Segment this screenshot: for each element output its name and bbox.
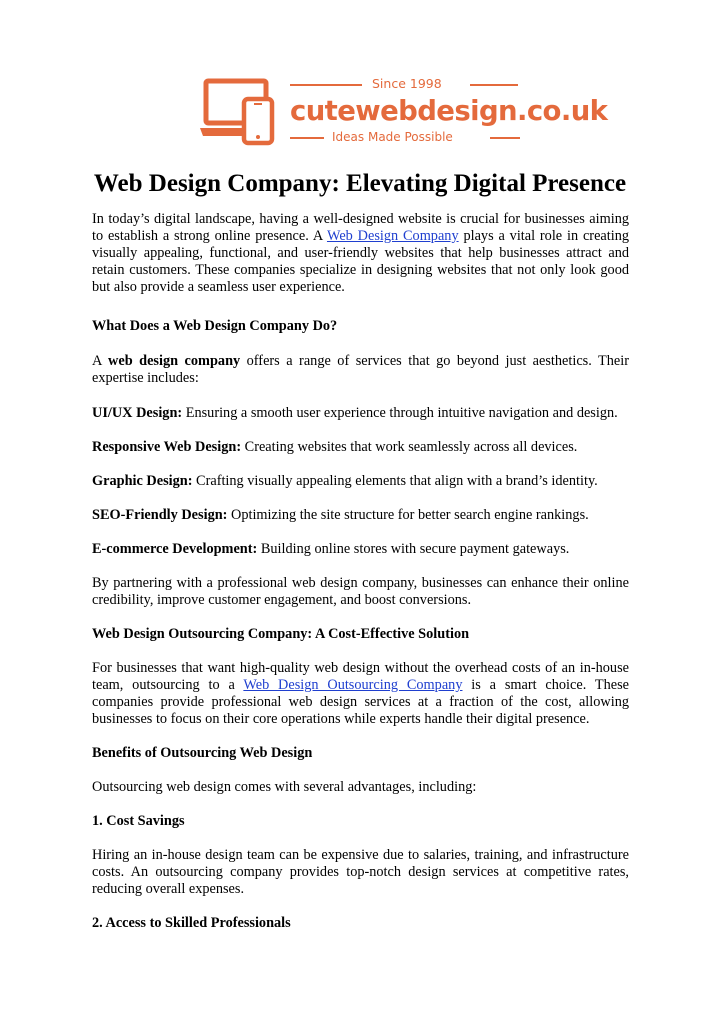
devices-icon xyxy=(200,72,290,150)
logo-tagline: Ideas Made Possible xyxy=(332,130,453,144)
outsourcing-text-before: For businesses that want high-quality web design without the overhead costs of an in-house team, outsourcing to a xyxy=(92,660,629,693)
since-divider-left xyxy=(290,84,362,86)
service-desc: Ensuring a smooth user experience through intuitive navigation and design. xyxy=(182,405,618,421)
services-closing-paragraph: By partnering with a professional web design company, businesses can enhance their online credibility, improve customer engagement, and boost conversions. xyxy=(92,575,629,608)
service-desc: Creating websites that work seamlessly across all devices. xyxy=(241,439,578,455)
intro-text-before: In today’s digital landscape, having a well-designed website is crucial for businesses aiming to establish a strong online presence. A xyxy=(92,211,629,244)
service-term: E-commerce Development: xyxy=(92,541,258,557)
web-design-outsourcing-link[interactable]: Web Design Outsourcing Company xyxy=(243,677,463,693)
section-heading-outsourcing: Web Design Outsourcing Company: A Cost-Effective Solution xyxy=(92,626,470,642)
service-desc: Optimizing the site structure for better search engine rankings. xyxy=(227,507,589,523)
section-heading-what-does: What Does a Web Design Company Do? xyxy=(92,318,338,334)
service-term: Graphic Design: xyxy=(92,473,193,489)
logo-since: Since 1998 xyxy=(372,76,442,91)
service-desc: Crafting visually appealing elements that align with a brand’s identity. xyxy=(192,473,598,489)
web-design-company-link[interactable]: Web Design Company xyxy=(326,228,459,244)
article-body xyxy=(92,211,629,932)
benefits-lead-paragraph: Outsourcing web design comes with several advantages, including: xyxy=(92,779,477,795)
service-item-graphic xyxy=(92,473,629,490)
tagline-divider-left xyxy=(290,137,324,139)
service-desc: Building online stores with secure payment gateways. xyxy=(257,541,570,557)
service-term: UI/UX Design: xyxy=(92,405,183,421)
since-divider-right xyxy=(470,84,518,86)
service-term: Responsive Web Design: xyxy=(92,439,242,455)
brand-logo xyxy=(200,72,608,150)
outsourcing-paragraph xyxy=(92,660,629,728)
service-item-ecommerce xyxy=(92,541,629,558)
subheading-skilled-professionals: 2. Access to Skilled Professionals xyxy=(92,915,291,931)
outsourcing-text-after: is a smart choice. These companies provide professional web design services at a fraction of the cost, allowing businesses to focus on their core operations while experts handle their digital presence. xyxy=(92,677,629,727)
service-item-responsive xyxy=(92,439,629,456)
subheading-cost-savings: 1. Cost Savings xyxy=(92,813,185,829)
section-heading-benefits: Benefits of Outsourcing Web Design xyxy=(92,745,313,761)
service-item-seo xyxy=(92,507,629,524)
logo-brand-name: cutewebdesign.co.uk xyxy=(290,95,608,127)
service-item-uiux xyxy=(92,405,629,422)
page-title: Web Design Company: Elevating Digital Presence xyxy=(93,170,627,197)
services-lead-after: offers a range of services that go beyond just aesthetics. Their expertise includes: xyxy=(92,353,629,386)
cost-savings-paragraph: Hiring an in-house design team can be expensive due to salaries, training, and infrastructure costs. An outsourcing company provides top-notch design services at competitive rates, reducing overall expenses. xyxy=(92,847,629,897)
services-lead-before: A xyxy=(92,353,109,369)
tagline-divider-right xyxy=(490,137,520,139)
services-lead-bold: web design company xyxy=(108,353,241,369)
services-lead-paragraph xyxy=(92,353,629,387)
service-term: SEO-Friendly Design: xyxy=(92,507,228,523)
intro-text-after: plays a vital role in creating visually appealing, functional, and user-friendly websites that help businesses attract and retain customers. These companies specialize in designing websites that not only look good but also provide a seamless user experience. xyxy=(92,228,630,295)
intro-paragraph xyxy=(92,211,629,296)
